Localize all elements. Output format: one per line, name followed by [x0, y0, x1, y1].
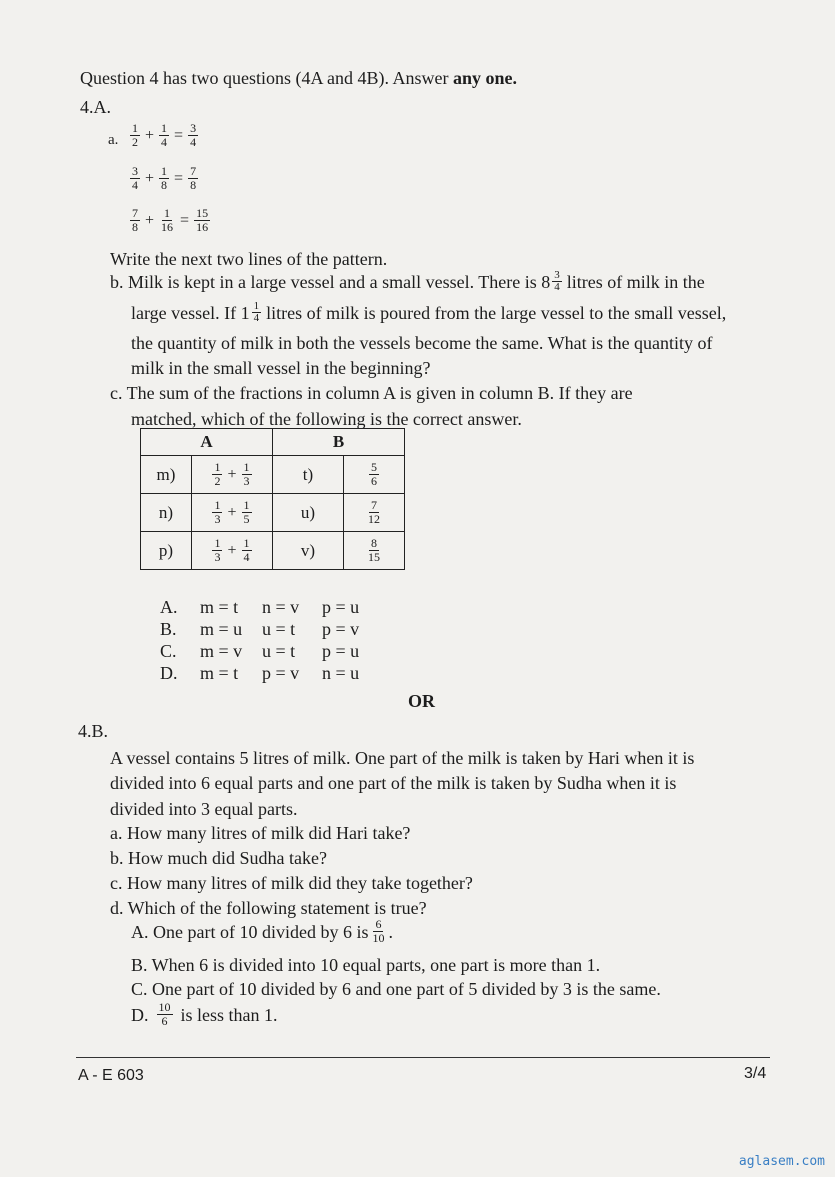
q4b-d: d. Which of the following statement is true? — [110, 898, 427, 918]
pattern-line-1: $\frac{1}{2}$ + $\frac{1}{4}$ = $\frac{3}{4}$ — [132, 121, 197, 149]
row-label-b: t) — [273, 456, 344, 494]
matching-table — [140, 428, 405, 570]
option-a: A. m = t n = v p = u — [160, 597, 360, 617]
row-label: n) — [141, 494, 192, 532]
row-result: $\frac{8}{15}$ — [344, 532, 405, 570]
footer-rule — [76, 1057, 770, 1058]
row-result: $\frac{7}{12}$ — [344, 494, 405, 532]
q4b-option-b: B. When 6 is divided into 10 equal parts, one part is more than 1. — [131, 955, 601, 975]
pattern-line-3: $\frac{7}{8}$ + $\frac{1}{16}$ = $\frac{15}{16}$ — [132, 206, 209, 234]
part-c-line-1: c. The sum of the fractions in column A is given in column B. If they are — [110, 383, 633, 403]
instruction — [80, 67, 517, 89]
table-row — [141, 532, 405, 570]
option-d: D. m = t p = v n = u — [160, 663, 360, 683]
q4b-para-3: divided into 3 equal parts. — [110, 799, 298, 819]
row-label-b: v) — [273, 532, 344, 570]
q4b-c: c. How many litres of milk did they take together? — [110, 873, 473, 893]
option-c: C. m = v u = t p = u — [160, 641, 360, 661]
q4b-option-a: A. One part of 10 divided by 6 is $\frac{6}{10}$ . — [131, 917, 393, 945]
pattern-instruction: Write the next two lines of the pattern. — [110, 249, 388, 269]
row-label-b: u) — [273, 494, 344, 532]
a-marker: a. — [108, 132, 119, 148]
part-c-line-2: matched, which of the following is the correct answer. — [131, 409, 522, 429]
row-label: m) — [141, 456, 192, 494]
instruction-text: Question 4 has two questions (4A and 4B). Answer — [80, 68, 449, 88]
part-b-line-2: large vessel. If 1 $\frac{1}{4}$ litres of milk is poured from the large vessel to the small vessel, — [131, 300, 727, 324]
watermark: aglasem.com — [738, 1154, 825, 1169]
pattern-line-2: $\frac{3}{4}$ + $\frac{1}{8}$ = $\frac{7}{8}$ — [132, 164, 197, 192]
part-b-line-4: milk in the small vessel in the beginning? — [131, 358, 431, 378]
table-row — [141, 494, 405, 532]
part-b-line-1: b. Milk is kept in a large vessel and a small vessel. There is 8 $\frac{3}{4}$ litres of milk in the — [110, 269, 705, 293]
row-sum: $\frac{1}{3}$ + $\frac{1}{5}$ — [192, 494, 273, 532]
row-sum: $\frac{1}{3}$ + $\frac{1}{4}$ — [192, 532, 273, 570]
q4b-option-c: C. One part of 10 divided by 6 and one part of 5 divided by 3 is the same. — [131, 979, 661, 999]
column-b-header: B — [273, 429, 405, 456]
q4b-a: a. How many litres of milk did Hari take? — [110, 823, 411, 843]
row-result: $\frac{5}{6}$ — [344, 456, 405, 494]
page-number: 3/4 — [744, 1065, 767, 1082]
instruction-bold: any one. — [452, 68, 517, 88]
table-row — [141, 456, 405, 494]
q4b-label: 4.B. — [78, 721, 109, 741]
q4b-option-d: D. $\frac{10}{6}$ is less than 1. — [131, 1000, 278, 1028]
column-a-header: A — [141, 429, 273, 456]
q4b-b: b. How much did Sudha take? — [110, 848, 327, 868]
q4b-para-1: A vessel contains 5 litres of milk. One part of the milk is taken by Hari when it is — [110, 748, 695, 768]
part-b-line-3: the quantity of milk in both the vessels become the same. What is the quantity of — [131, 333, 713, 353]
row-label: p) — [141, 532, 192, 570]
paper-code: A - E 603 — [78, 1067, 144, 1084]
q4a-label: 4.A. — [80, 97, 111, 117]
or-separator: OR — [408, 691, 435, 711]
row-sum: $\frac{1}{2}$ + $\frac{1}{3}$ — [192, 456, 273, 494]
q4b-para-2: divided into 6 equal parts and one part of the milk is taken by Sudha when it is — [110, 773, 677, 793]
option-b: B. m = u u = t p = v — [160, 619, 360, 639]
